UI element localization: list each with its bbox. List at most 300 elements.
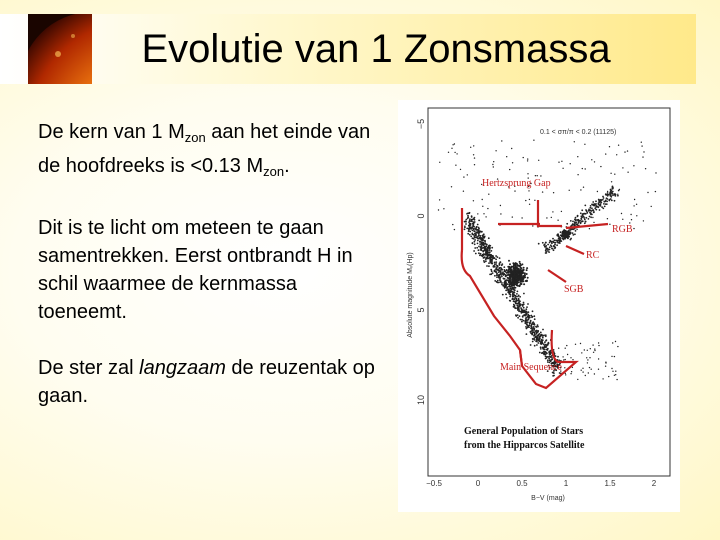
star-point	[474, 235, 476, 237]
star-point	[609, 224, 610, 225]
star-point	[570, 357, 571, 358]
star-point	[542, 353, 544, 355]
star-point	[513, 282, 515, 284]
star-point	[526, 333, 528, 335]
star-point	[525, 319, 527, 321]
star-point	[496, 282, 498, 284]
star-point	[551, 242, 553, 244]
caption-line-1: General Population of Stars	[464, 426, 584, 437]
star-point	[610, 196, 612, 198]
star-point	[589, 367, 590, 368]
star-point	[601, 206, 603, 208]
star-point	[474, 164, 475, 165]
star-point	[615, 341, 616, 342]
star-point	[530, 344, 532, 346]
star-point	[564, 367, 565, 368]
star-point	[641, 145, 642, 146]
star-point	[495, 259, 497, 261]
star-point	[483, 213, 484, 214]
star-point	[593, 352, 594, 353]
star-point	[550, 359, 552, 361]
corner-note: 0.1 < σπ/π < 0.2 (11125)	[540, 129, 617, 136]
star-point	[523, 157, 524, 158]
star-point	[474, 157, 475, 158]
star-point	[448, 152, 449, 153]
star-point	[471, 215, 473, 217]
star-point	[542, 242, 544, 244]
star-point	[627, 150, 628, 151]
sun-image	[28, 14, 92, 84]
star-point	[570, 238, 572, 240]
star-point	[588, 210, 590, 212]
star-point	[535, 340, 537, 342]
star-point	[606, 203, 608, 205]
star-point	[467, 217, 469, 219]
star-point	[500, 274, 502, 276]
star-point	[611, 200, 613, 202]
xtick-0: 0	[475, 479, 481, 488]
star-point	[605, 366, 606, 367]
star-point	[513, 296, 515, 298]
star-point	[530, 327, 532, 329]
star-point	[505, 280, 507, 282]
star-point	[534, 339, 536, 341]
star-point	[532, 225, 533, 226]
star-point	[469, 231, 471, 233]
star-point	[474, 243, 476, 245]
star-point	[580, 212, 582, 214]
star-point	[527, 173, 528, 174]
star-point	[590, 216, 592, 218]
star-point	[527, 311, 529, 313]
star-point	[469, 234, 471, 236]
star-point	[537, 342, 539, 344]
star-point	[553, 375, 555, 377]
star-point	[503, 278, 505, 280]
star-point	[547, 344, 549, 346]
star-point	[478, 246, 480, 248]
star-point	[478, 252, 480, 254]
star-point	[607, 198, 609, 200]
star-point	[474, 233, 476, 235]
star-point	[517, 306, 519, 308]
star-point	[521, 321, 523, 323]
star-point	[565, 348, 566, 349]
star-point	[493, 266, 495, 268]
star-point	[636, 204, 637, 205]
star-point	[611, 192, 613, 194]
paragraph1-sub-a: zon	[184, 130, 206, 145]
star-point	[580, 222, 582, 224]
star-point	[581, 209, 583, 211]
star-point	[598, 342, 599, 343]
star-point	[569, 190, 570, 191]
ytick-5: 5	[416, 307, 426, 313]
star-point	[474, 239, 476, 241]
star-point	[527, 277, 529, 279]
star-point	[552, 241, 554, 243]
star-point	[567, 236, 569, 238]
hr-diagram	[398, 100, 680, 512]
star-point	[508, 274, 510, 276]
star-point	[483, 257, 485, 259]
star-point	[546, 357, 548, 359]
star-point	[484, 249, 486, 251]
star-point	[575, 221, 577, 223]
star-point	[600, 166, 601, 167]
star-point	[477, 229, 479, 231]
star-point	[519, 315, 521, 317]
star-point	[517, 278, 519, 280]
star-point	[523, 276, 525, 278]
star-point	[574, 219, 576, 221]
star-point	[590, 348, 591, 349]
star-point	[488, 265, 490, 267]
star-point	[482, 234, 484, 236]
star-point	[570, 163, 571, 164]
star-point	[570, 373, 571, 374]
star-point	[603, 203, 605, 205]
star-point	[464, 225, 465, 226]
star-point	[595, 203, 597, 205]
star-point	[525, 200, 526, 201]
paragraph1-text-a: De kern van 1 M	[38, 121, 185, 143]
star-point	[580, 189, 581, 190]
star-point	[561, 238, 563, 240]
star-point	[467, 233, 469, 235]
star-point	[508, 260, 510, 262]
star-point	[551, 217, 552, 218]
star-point	[494, 280, 496, 282]
star-point	[498, 271, 500, 273]
star-point	[584, 144, 585, 145]
star-point	[599, 204, 601, 206]
star-point	[451, 186, 452, 187]
star-point	[544, 341, 546, 343]
star-point	[466, 228, 468, 230]
star-point	[509, 169, 510, 170]
star-point	[460, 169, 461, 170]
star-point	[522, 280, 524, 282]
star-point	[469, 226, 471, 228]
star-point	[599, 209, 601, 211]
star-point	[636, 215, 637, 216]
star-point	[546, 217, 547, 218]
star-point	[499, 264, 501, 266]
star-point	[488, 194, 489, 195]
star-point	[572, 232, 574, 234]
star-point	[509, 286, 511, 288]
star-point	[611, 181, 612, 182]
star-point	[516, 263, 518, 265]
star-point	[576, 229, 577, 230]
star-point	[486, 265, 488, 267]
star-point	[503, 266, 505, 268]
star-point	[489, 259, 491, 261]
star-point	[616, 154, 617, 155]
star-point	[478, 232, 480, 234]
star-point	[572, 224, 574, 226]
star-point	[565, 374, 566, 375]
star-point	[547, 359, 549, 361]
star-point	[589, 207, 591, 209]
star-point	[490, 269, 492, 271]
star-point	[610, 189, 612, 191]
star-point	[482, 239, 484, 241]
star-point	[510, 282, 512, 284]
star-point	[641, 142, 642, 143]
star-point	[523, 293, 525, 295]
star-point	[602, 378, 603, 379]
star-point	[536, 344, 538, 346]
star-point	[611, 368, 612, 369]
star-point	[542, 335, 544, 337]
star-point	[527, 303, 529, 305]
star-point	[480, 247, 482, 249]
star-point	[513, 300, 515, 302]
paragraph3-text-a: De ster zal	[38, 357, 140, 379]
paragraph1-text-b: aan het einde van de hoofdreeks is <0.13 M	[38, 121, 371, 177]
star-point	[563, 235, 565, 237]
star-point	[558, 162, 559, 163]
star-point	[470, 147, 471, 148]
star-point	[438, 209, 439, 210]
star-point	[580, 343, 581, 344]
plot-frame	[428, 108, 670, 476]
star-point	[526, 273, 528, 275]
star-point	[558, 240, 560, 242]
star-point	[530, 332, 532, 334]
star-point	[634, 199, 635, 200]
star-point	[527, 319, 529, 321]
star-point	[588, 372, 589, 373]
star-point	[647, 192, 648, 193]
star-point	[532, 310, 534, 312]
star-point	[610, 173, 611, 174]
star-point	[537, 326, 539, 328]
star-point	[481, 249, 483, 251]
star-point	[609, 146, 610, 147]
ytick-neg5: −5	[416, 118, 426, 130]
star-point	[586, 357, 587, 358]
star-point	[607, 192, 609, 194]
star-point	[519, 261, 521, 263]
star-point	[521, 217, 522, 218]
star-point	[503, 273, 505, 275]
star-point	[500, 272, 502, 274]
star-point	[592, 344, 593, 345]
star-point	[619, 189, 620, 190]
star-point	[563, 359, 564, 360]
star-point	[605, 201, 607, 203]
star-point	[570, 220, 572, 222]
star-point	[513, 291, 515, 293]
star-point	[469, 224, 471, 226]
star-point	[526, 267, 528, 269]
star-point	[633, 205, 634, 206]
star-point	[503, 284, 505, 286]
star-point	[559, 242, 561, 244]
star-point	[604, 206, 606, 208]
star-point	[565, 234, 567, 236]
star-point	[537, 175, 538, 176]
star-point	[616, 379, 617, 380]
star-point	[595, 200, 597, 202]
star-point	[499, 279, 501, 281]
star-point	[514, 264, 516, 266]
star-point	[584, 205, 586, 207]
star-point	[542, 348, 544, 350]
star-point	[545, 340, 547, 342]
star-point	[577, 156, 578, 157]
star-point	[465, 223, 467, 225]
star-point	[507, 283, 509, 285]
star-point	[508, 272, 510, 274]
star-point	[479, 240, 481, 242]
star-point	[533, 328, 535, 330]
star-point	[631, 219, 632, 220]
star-point	[492, 255, 494, 257]
star-point	[501, 276, 503, 278]
star-point	[500, 205, 501, 206]
star-point	[593, 222, 594, 223]
star-point	[524, 311, 526, 313]
star-point	[594, 207, 596, 209]
star-point	[510, 291, 512, 293]
star-point	[498, 269, 500, 271]
star-point	[545, 242, 547, 244]
star-point	[544, 351, 546, 353]
star-point	[493, 161, 494, 162]
star-point	[452, 224, 453, 225]
star-point	[554, 247, 556, 249]
star-point	[542, 329, 544, 331]
star-point	[472, 223, 474, 225]
star-point	[499, 257, 501, 259]
star-point	[496, 268, 498, 270]
star-point	[553, 249, 555, 251]
star-point	[524, 273, 526, 275]
star-point	[584, 222, 586, 224]
star-point	[512, 271, 514, 273]
star-point	[588, 218, 590, 220]
star-point	[525, 317, 527, 319]
star-point	[505, 284, 507, 286]
star-point	[525, 326, 527, 328]
star-point	[530, 320, 532, 322]
star-point	[491, 247, 493, 249]
star-point	[534, 334, 536, 336]
star-point	[500, 213, 501, 214]
star-point	[510, 270, 512, 272]
star-point	[587, 362, 588, 363]
star-point	[607, 191, 608, 192]
star-point	[491, 250, 493, 252]
star-point	[477, 224, 479, 226]
star-point	[577, 215, 579, 217]
star-point	[525, 314, 527, 316]
star-point	[600, 199, 602, 201]
star-point	[521, 319, 523, 321]
star-point	[581, 218, 583, 220]
star-point	[608, 200, 610, 202]
star-point	[541, 340, 543, 342]
star-point	[518, 281, 520, 283]
star-point	[538, 243, 540, 245]
star-point	[465, 220, 467, 222]
star-point	[540, 175, 541, 176]
star-point	[517, 305, 519, 307]
star-point	[474, 241, 476, 243]
star-point	[509, 279, 511, 281]
star-point	[542, 337, 544, 339]
star-point	[536, 333, 538, 335]
star-point	[532, 330, 534, 332]
star-point	[589, 210, 591, 212]
star-point	[479, 230, 481, 232]
star-point	[541, 343, 543, 345]
star-point	[470, 220, 472, 222]
star-point	[484, 261, 486, 263]
paragraph3-text-b: de reuzentak op gaan.	[38, 357, 375, 407]
star-point	[470, 236, 472, 238]
star-point	[583, 187, 584, 188]
star-point	[520, 264, 522, 266]
label-rgb: RGB	[612, 224, 633, 235]
star-point	[483, 254, 485, 256]
star-point	[574, 233, 576, 235]
star-point	[473, 200, 474, 201]
star-point	[463, 191, 464, 192]
star-point	[553, 192, 554, 193]
star-point	[582, 368, 583, 369]
star-point	[517, 296, 519, 298]
star-point	[513, 304, 515, 306]
star-point	[491, 261, 493, 263]
star-point	[540, 332, 542, 334]
star-point	[589, 357, 590, 358]
star-point	[499, 261, 501, 263]
star-point	[561, 161, 562, 162]
xtick-2: 2	[651, 479, 657, 488]
star-point	[476, 226, 478, 228]
star-point	[536, 331, 538, 333]
star-point	[534, 318, 536, 320]
label-sgb: SGB	[564, 284, 584, 295]
star-point	[467, 174, 468, 175]
star-point	[454, 143, 455, 144]
star-point	[488, 262, 490, 264]
star-point	[521, 283, 523, 285]
slide-title: Evolutie van 1 Zonsmassa	[141, 26, 611, 71]
star-point	[587, 359, 588, 360]
star-point	[521, 309, 523, 311]
star-point	[562, 168, 563, 169]
star-point	[482, 243, 484, 245]
star-point	[477, 213, 478, 214]
label-rc: RC	[586, 250, 600, 261]
star-point	[597, 191, 598, 192]
star-points	[438, 140, 657, 381]
star-point	[589, 216, 591, 218]
star-point	[585, 375, 586, 376]
label-hertzsprung-gap: Hertzsprung Gap	[482, 178, 551, 189]
star-point	[484, 240, 486, 242]
star-point	[525, 308, 527, 310]
star-point	[545, 334, 547, 336]
star-point	[526, 269, 528, 271]
star-point	[486, 245, 488, 247]
